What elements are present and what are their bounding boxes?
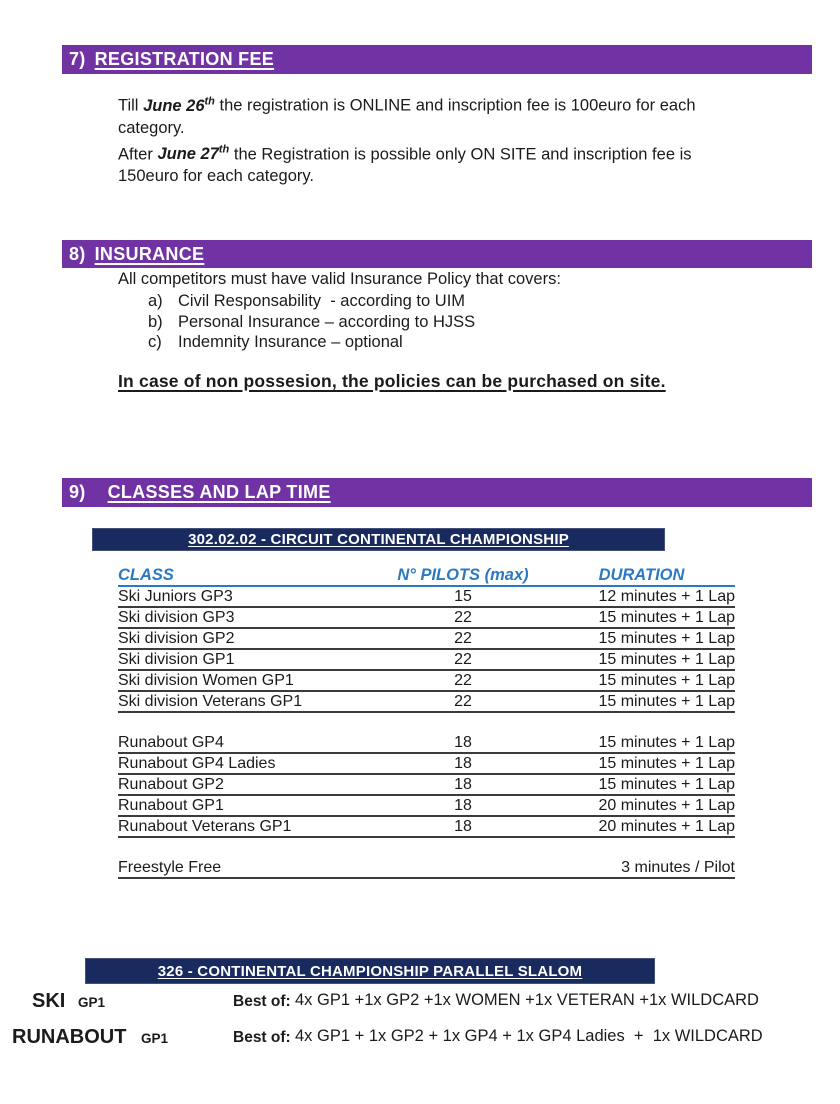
paragraph-line: After June 27th the Registration is possible only ON SITE and inscription fee is: [118, 143, 692, 163]
slalom-row-ski: [0, 990, 840, 1020]
column-header-duration: DURATION: [598, 566, 685, 584]
slalom-class-name: SKI: [32, 990, 66, 1012]
list-item-letter: b): [148, 312, 163, 331]
list-item-text: Indemnity Insurance – optional: [178, 333, 403, 351]
best-of-label: Best of:: [233, 1029, 291, 1046]
table-row: Runabout GP4 Ladies 18 15 minutes + 1 Lap: [118, 754, 735, 775]
table-group-spacer: [118, 713, 735, 733]
section-number: 9): [69, 482, 86, 502]
registration-paragraph: [118, 90, 696, 187]
table-row: Runabout GP4 18 15 minutes + 1 Lap: [118, 733, 735, 754]
table-row: Ski division GP2 22 15 minutes + 1 Lap: [118, 629, 735, 650]
table-row: Ski Juniors GP3 15 12 minutes + 1 Lap: [118, 587, 735, 608]
slalom-formula: 4x GP1 +1x GP2 +1x WOMEN +1x VETERAN +1x WILDCARD: [295, 991, 759, 1009]
table-row: Runabout GP2 18 15 minutes + 1 Lap: [118, 775, 735, 796]
list-item: [148, 332, 475, 353]
section-bar-classes-lap-time: [62, 478, 812, 507]
table-row: Ski division Women GP1 22 15 minutes + 1 Lap: [118, 671, 735, 692]
insurance-intro: All competitors must have valid Insurance Policy that covers:: [118, 270, 561, 288]
table-row: Ski division Veterans GP1 22 15 minutes + 1 Lap: [118, 692, 735, 713]
table-header-row: [118, 565, 735, 587]
insurance-list: [148, 291, 475, 353]
table-row: Ski division GP3 22 15 minutes + 1 Lap: [118, 608, 735, 629]
table-row: Runabout GP1 18 20 minutes + 1 Lap: [118, 796, 735, 817]
paragraph-line: Till June 26th the registration is ONLINE and inscription fee is 100euro for each: [118, 95, 696, 115]
paragraph-line: 150euro for each category.: [118, 167, 314, 185]
slalom-class-name: RUNABOUT: [12, 1026, 127, 1048]
table-row: Runabout Veterans GP1 18 20 minutes + 1 Lap: [118, 817, 735, 838]
table-row: Freestyle Free 3 minutes / Pilot: [118, 858, 735, 879]
section-title: REGISTRATION FEE: [94, 49, 275, 69]
list-item-text: Civil Responsability - according to UIM: [178, 292, 466, 310]
list-item-letter: a): [148, 292, 163, 310]
section-title: INSURANCE: [94, 243, 205, 264]
best-of-label: Best of:: [233, 993, 291, 1010]
list-item-text: Personal Insurance – according to HJSS: [178, 312, 476, 331]
table-row: Ski division GP1 22 15 minutes + 1 Lap: [118, 650, 735, 671]
classes-table: [118, 565, 735, 879]
slalom-formula: 4x GP1 + 1x GP2 + 1x GP4 + 1x GP4 Ladies + 1x WILDCARD: [295, 1027, 763, 1045]
list-item-letter: c): [148, 333, 162, 351]
insurance-note: In case of non possesion, the policies can be purchased on site.: [118, 371, 666, 391]
circuit-championship-banner: 302.02.02 - CIRCUIT CONTINENTAL CHAMPIONSHIP: [92, 528, 665, 551]
slalom-class-category: GP1: [141, 1031, 169, 1046]
column-header-class: CLASS: [118, 566, 174, 584]
list-item: [148, 312, 475, 333]
slalom-row-runabout: [0, 1026, 840, 1056]
section-number: 8): [69, 243, 86, 264]
section-bar-insurance: [62, 240, 812, 268]
list-item: [148, 291, 475, 312]
paragraph-line: category.: [118, 118, 185, 137]
column-header-pilots: N° PILOTS (max): [397, 566, 529, 584]
section-number: 7): [69, 49, 86, 69]
slalom-class-category: GP1: [78, 995, 106, 1010]
parallel-slalom-banner: 326 - CONTINENTAL CHAMPIONSHIP PARALLEL SLALOM: [85, 958, 655, 984]
table-group-spacer: [118, 838, 735, 858]
section-bar-registration-fee: [62, 45, 812, 74]
section-title: CLASSES AND LAP TIME: [107, 482, 331, 502]
